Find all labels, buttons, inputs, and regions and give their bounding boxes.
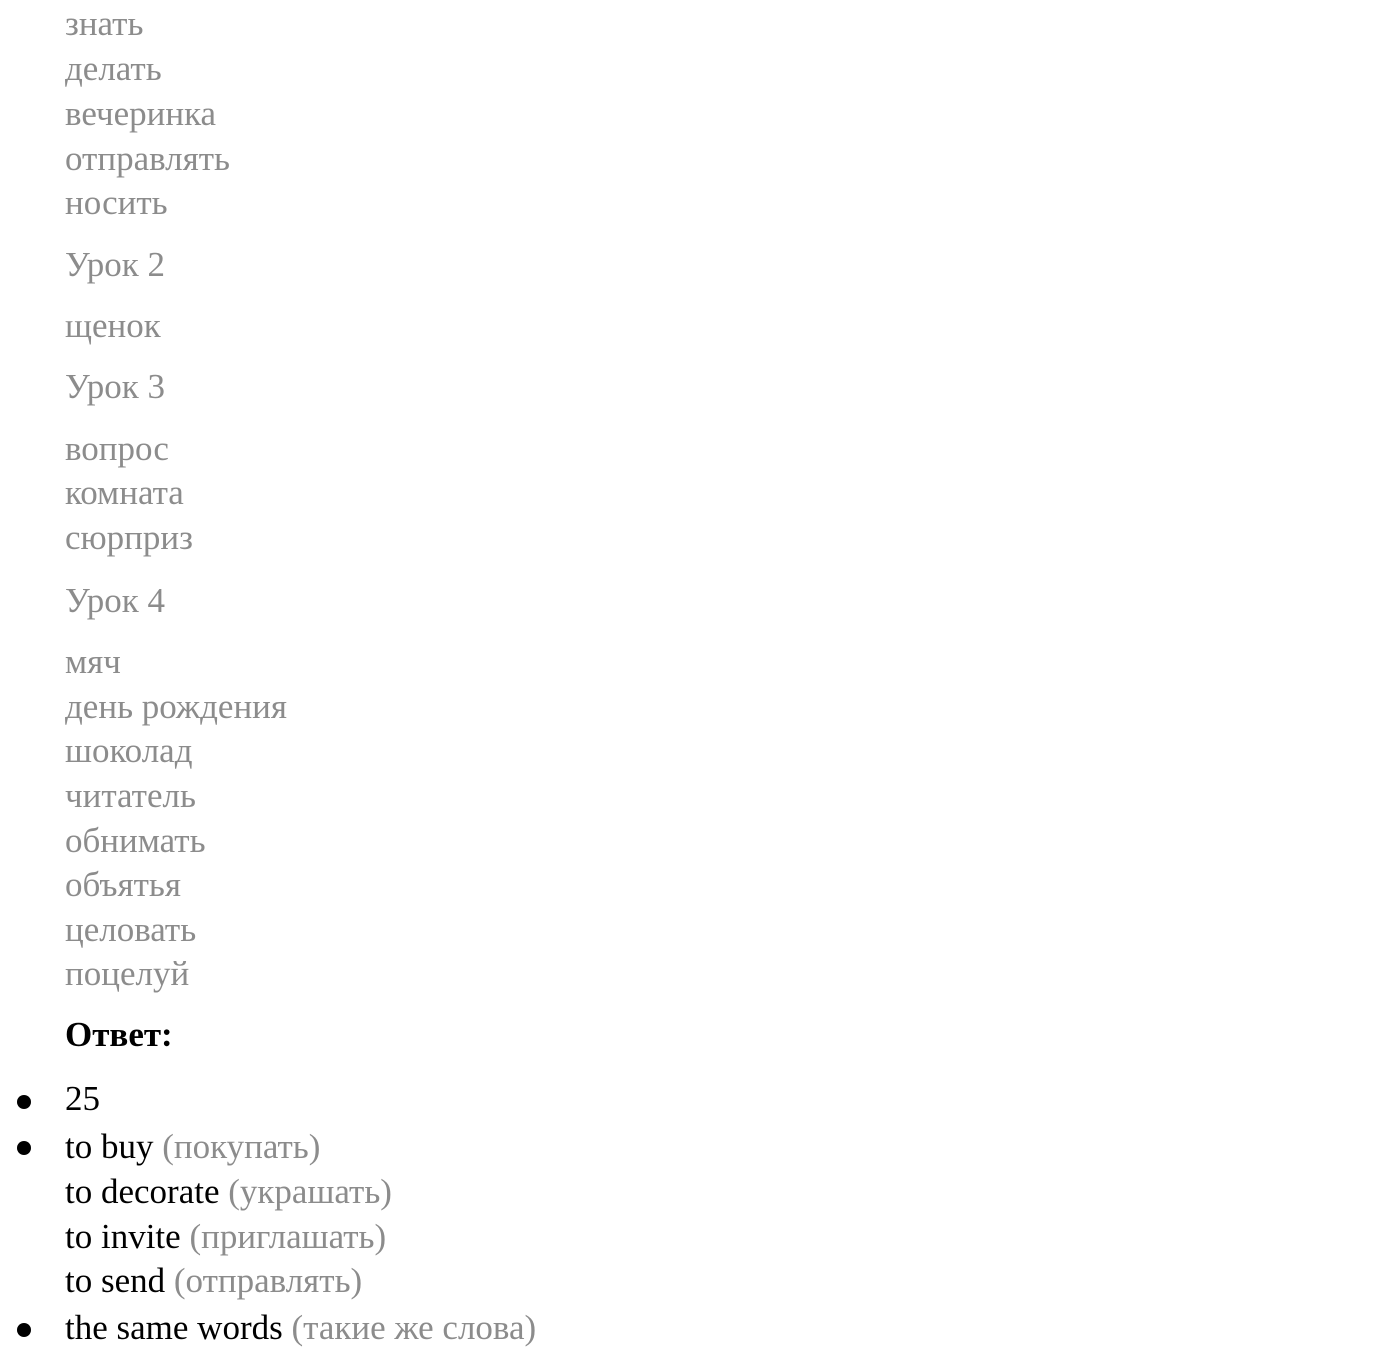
answer-item [65, 1125, 320, 1169]
vocab-word: носить [65, 183, 168, 222]
vocab-word: целовать [65, 910, 197, 949]
vocab-word: знать [65, 4, 144, 43]
vocab-word: день рождения [65, 687, 287, 726]
answer-translation: (приглашать) [189, 1217, 387, 1256]
vocab-word: читатель [65, 776, 196, 815]
vocab-word: вечеринка [65, 94, 217, 133]
bullet-icon [17, 1141, 31, 1155]
answer-translation: (покупать) [162, 1127, 321, 1166]
answer-en: to send [65, 1261, 166, 1300]
answer-translation: (такие же слова) [291, 1308, 537, 1347]
answer-en: to decorate [65, 1172, 220, 1211]
vocab-word: щенок [65, 306, 161, 345]
vocab-word: обнимать [65, 821, 206, 860]
answer-item [65, 1170, 392, 1214]
lesson-heading: Урок 4 [65, 581, 165, 620]
answer-en: to invite [65, 1217, 181, 1256]
answer-en: 25 [65, 1079, 100, 1118]
vocab-word: шоколад [65, 731, 193, 770]
answer-translation: (отправлять) [173, 1261, 363, 1300]
vocab-word: отправлять [65, 139, 230, 178]
answer-item [65, 1077, 100, 1121]
bullet-icon [17, 1095, 31, 1109]
answer-en: the same words [65, 1308, 283, 1347]
lesson-heading: Урок 2 [65, 245, 165, 284]
answer-en: to buy [65, 1127, 154, 1166]
vocab-word: поцелуй [65, 954, 190, 993]
vocab-word: комната [65, 473, 184, 512]
vocab-word: мяч [65, 642, 121, 681]
answer-label: Ответ: [65, 1015, 173, 1054]
bullet-icon [17, 1323, 31, 1337]
vocab-word: вопрос [65, 429, 169, 468]
answer-item [65, 1306, 536, 1350]
vocab-word: делать [65, 49, 162, 88]
vocab-word: объятья [65, 865, 181, 904]
lesson-heading: Урок 3 [65, 367, 165, 406]
answer-item [65, 1215, 386, 1259]
answer-item [65, 1259, 362, 1303]
answer-translation: (украшать) [228, 1172, 392, 1211]
vocab-word: сюрприз [65, 518, 193, 557]
